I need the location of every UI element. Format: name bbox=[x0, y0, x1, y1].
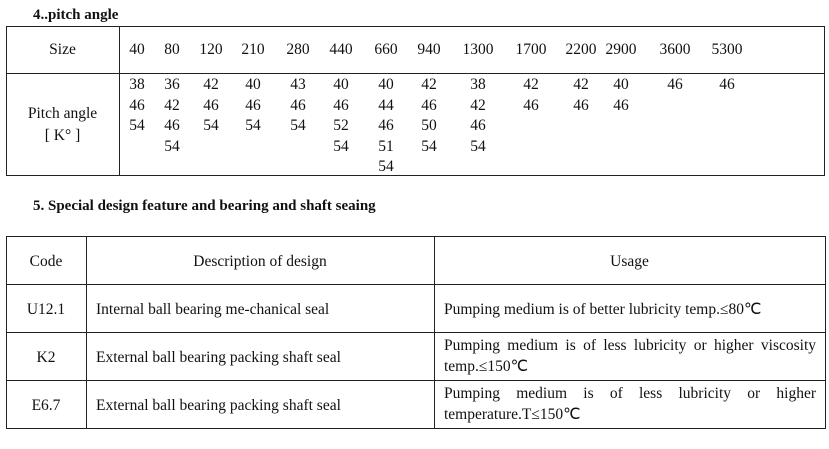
row-usage: Pumping medium is of less lubricity or higher temperature.T≤150℃ bbox=[444, 385, 816, 423]
size-value: 2900 bbox=[605, 41, 637, 58]
row-usage: Pumping medium is of better lubricity temp.≤80℃ bbox=[444, 301, 762, 318]
pitch-angle-value: 46 bbox=[203, 96, 219, 114]
pitch-angle-value: 54 bbox=[203, 117, 219, 134]
pitch-angle-value: 44 bbox=[378, 96, 394, 114]
pitch-angle-value: 38 bbox=[129, 76, 145, 93]
pitch-angle-value: 46 bbox=[164, 117, 180, 134]
pitch-angle-value: 46 bbox=[421, 96, 437, 114]
row-description: External ball bearing packing shaft seal bbox=[96, 397, 341, 414]
size-label: Size bbox=[49, 41, 76, 58]
table-border-bottom bbox=[6, 175, 824, 176]
pitch-angle-value: 46 bbox=[378, 117, 394, 134]
size-value: 1300 bbox=[462, 41, 494, 58]
row-description: Internal ball bearing me-chanical seal bbox=[96, 301, 330, 318]
row-usage: Pumping medium is of less lubricity or higher viscosity temp.≤150℃ bbox=[444, 337, 816, 375]
row-code: U12.1 bbox=[26, 301, 66, 318]
row-code: E6.7 bbox=[31, 397, 61, 414]
table-border-right bbox=[824, 26, 825, 176]
pitch-angle-value: 46 bbox=[523, 96, 539, 114]
pitch-angle-label: Pitch angle bbox=[27, 105, 98, 122]
pitch-angle-value: 42 bbox=[523, 76, 539, 93]
pitch-angle-value: 46 bbox=[129, 96, 145, 114]
pitch-angle-value: 54 bbox=[421, 137, 437, 155]
pitch-angle-value: 38 bbox=[470, 76, 486, 93]
pitch-angle-value: 40 bbox=[333, 76, 349, 93]
size-value: 5300 bbox=[711, 41, 743, 58]
size-value: 1700 bbox=[515, 41, 547, 58]
pitch-angle-value: 40 bbox=[245, 76, 261, 93]
pitch-angle-value: 43 bbox=[290, 76, 306, 93]
pitch-angle-value: 50 bbox=[421, 117, 437, 134]
pitch-angle-value: 42 bbox=[470, 96, 486, 114]
table2-row-divider bbox=[6, 380, 825, 381]
pitch-angle-value: 54 bbox=[378, 158, 394, 175]
pitch-angle-value: 42 bbox=[164, 96, 180, 114]
size-value: 2200 bbox=[565, 41, 597, 58]
pitch-angle-value: 46 bbox=[333, 96, 349, 114]
table2-border-right bbox=[825, 236, 826, 429]
size-value: 440 bbox=[329, 41, 353, 58]
header-code: Code bbox=[29, 253, 63, 270]
pitch-angle-value: 46 bbox=[290, 96, 306, 114]
size-value: 3600 bbox=[659, 41, 691, 58]
size-value: 660 bbox=[374, 41, 398, 58]
table2-row-divider bbox=[6, 332, 825, 333]
size-value: 40 bbox=[129, 41, 145, 58]
row-code: K2 bbox=[36, 349, 56, 366]
size-value: 80 bbox=[164, 41, 180, 58]
table2-row-divider bbox=[6, 284, 825, 285]
pitch-angle-value: 42 bbox=[203, 76, 219, 93]
size-value: 120 bbox=[199, 41, 223, 58]
pitch-angle-value: 40 bbox=[378, 76, 394, 93]
pitch-angle-value: 54 bbox=[333, 137, 349, 155]
pitch-angle-value: 54 bbox=[245, 117, 261, 134]
pitch-angle-unit: [ K° ] bbox=[44, 127, 81, 144]
pitch-angle-value: 40 bbox=[613, 76, 629, 93]
size-value: 280 bbox=[286, 41, 310, 58]
table-border-top bbox=[6, 26, 824, 27]
table2-border-top bbox=[6, 236, 825, 237]
pitch-angle-value: 42 bbox=[421, 76, 437, 93]
pitch-angle-value: 36 bbox=[164, 76, 180, 93]
pitch-angle-value: 46 bbox=[245, 96, 261, 114]
section-4-title: 4..pitch angle bbox=[33, 7, 119, 23]
pitch-angle-value: 46 bbox=[667, 76, 683, 93]
pitch-angle-value: 46 bbox=[470, 117, 486, 134]
size-value: 940 bbox=[417, 41, 441, 58]
pitch-angle-value: 46 bbox=[613, 96, 629, 114]
pitch-angle-value: 54 bbox=[129, 117, 145, 134]
pitch-angle-value: 51 bbox=[378, 137, 394, 155]
pitch-angle-value: 46 bbox=[573, 96, 589, 114]
table-divider bbox=[6, 73, 824, 74]
pitch-angle-value: 54 bbox=[470, 137, 486, 155]
header-description: Description of design bbox=[193, 253, 327, 270]
pitch-angle-value: 42 bbox=[573, 76, 589, 93]
size-value: 210 bbox=[241, 41, 265, 58]
section-5-title: 5. Special design feature and bearing and shaft seaing bbox=[33, 198, 376, 214]
table2-border-bottom bbox=[6, 428, 825, 429]
header-usage: Usage bbox=[610, 253, 649, 270]
pitch-angle-value: 52 bbox=[333, 117, 349, 134]
row-description: External ball bearing packing shaft seal bbox=[96, 349, 341, 366]
pitch-angle-value: 54 bbox=[164, 137, 180, 155]
pitch-angle-value: 46 bbox=[719, 76, 735, 93]
pitch-angle-value: 54 bbox=[290, 117, 306, 134]
